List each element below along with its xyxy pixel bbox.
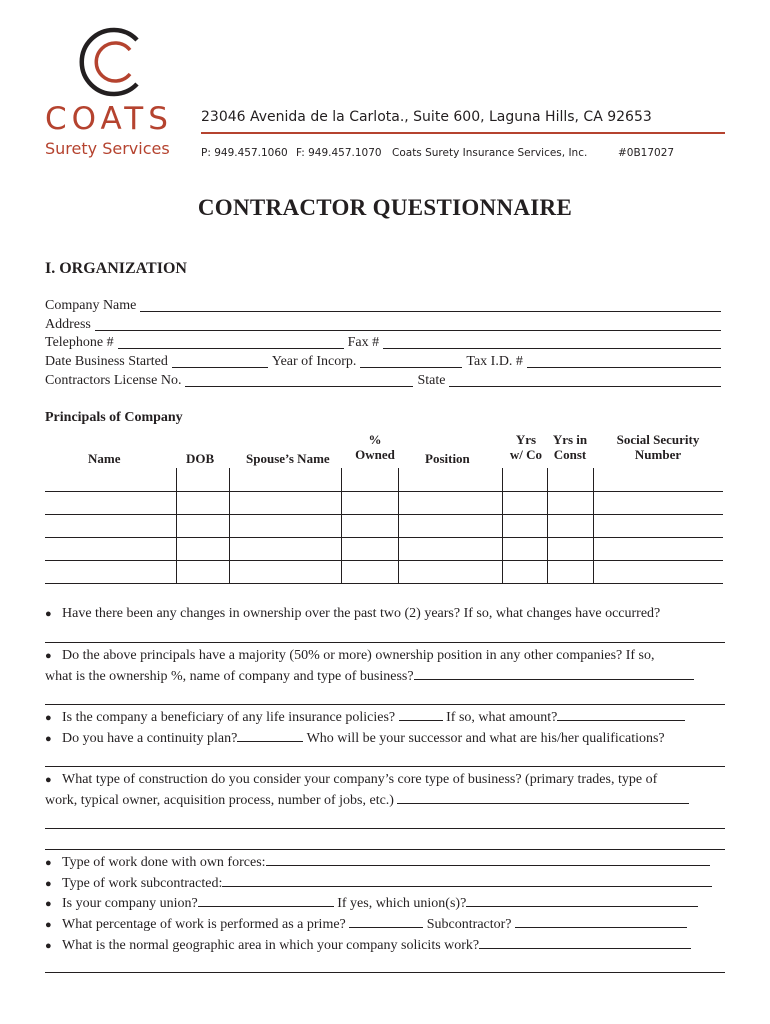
answer-field-own-forces[interactable] xyxy=(266,854,710,866)
table-row[interactable] xyxy=(45,515,723,537)
question-continuity-plan xyxy=(45,728,735,750)
company-address: 23046 Avenida de la Carlota., Suite 600, Laguna Hills, CA 92653 xyxy=(201,109,652,125)
coats-logo-mark xyxy=(72,24,148,105)
question-prime-percentage xyxy=(45,914,735,936)
bullet-icon: ● xyxy=(45,940,52,952)
question-text: What type of construction do you consider your company’s core type of business? (primary trades, type of xyxy=(62,772,658,787)
answer-line-ownership-changes[interactable] xyxy=(45,642,725,643)
license-label: Contractors License No. xyxy=(45,373,182,388)
answer-field-subcontractor[interactable] xyxy=(515,916,687,928)
question-text: Do you have a continuity plan? xyxy=(62,731,238,746)
state-field[interactable] xyxy=(449,375,721,387)
question-text: If yes, which union(s)? xyxy=(337,896,467,911)
fax-number: F: 949.457.1070 xyxy=(296,147,382,159)
col-header-spouse: Spouse’s Name xyxy=(246,451,330,466)
answer-field-geographic-area[interactable] xyxy=(479,937,691,949)
col-header-name: Name xyxy=(88,451,121,466)
question-text: What percentage of work is performed as a prime? xyxy=(62,917,346,932)
col-header-owned-bottom: Owned xyxy=(355,447,395,462)
answer-field-subcontracted[interactable] xyxy=(222,875,712,887)
header-divider xyxy=(201,132,725,134)
answer-field-life-insurance[interactable] xyxy=(399,709,443,721)
table-rule xyxy=(45,583,723,584)
col-header-yrs-co-top: Yrs xyxy=(515,432,537,447)
answer-field-union[interactable] xyxy=(198,895,334,907)
col-header-yrs-co xyxy=(506,432,546,462)
page-title: CONTRACTOR QUESTIONNAIRE xyxy=(197,195,573,220)
license-number: #0B17027 xyxy=(618,147,675,159)
col-header-dob: DOB xyxy=(186,451,215,466)
col-header-owned-top: % xyxy=(368,432,382,447)
question-text: What is the normal geographic area in which your company solicits work? xyxy=(62,938,480,953)
bullet-icon: ● xyxy=(45,878,52,890)
question-union xyxy=(45,893,735,915)
col-header-position: Position xyxy=(425,451,470,466)
telephone-label: Telephone # xyxy=(45,335,114,350)
answer-line-geographic-area[interactable] xyxy=(45,972,725,973)
bullet-icon: ● xyxy=(45,857,52,869)
question-text: If so, what amount? xyxy=(446,710,558,725)
phone-number: P: 949.457.1060 xyxy=(201,147,288,159)
table-row[interactable] xyxy=(45,561,723,583)
company-legal-name: Coats Surety Insurance Services, Inc. xyxy=(392,147,588,159)
question-text: what is the ownership %, name of company and type of business? xyxy=(45,669,414,684)
col-header-yrs-co-bottom: w/ Co xyxy=(509,447,543,462)
table-row[interactable] xyxy=(45,492,723,514)
answer-line-successor[interactable] xyxy=(45,766,725,767)
question-ownership-changes xyxy=(45,603,735,625)
col-header-ssn xyxy=(605,432,711,462)
question-text: Have there been any changes in ownership over the past two (2) years? If so, what changes have occurred? xyxy=(62,606,661,621)
question-core-business-cont xyxy=(45,790,735,811)
year-incorp-field[interactable] xyxy=(360,356,462,368)
year-incorp-label: Year of Incorp. xyxy=(271,354,357,369)
brand-subtitle: Surety Services xyxy=(45,139,170,158)
answer-field-other-companies[interactable] xyxy=(414,668,694,680)
address-label: Address xyxy=(45,317,91,332)
answer-field-core-business[interactable] xyxy=(397,792,689,804)
col-header-yrs-const xyxy=(549,432,591,462)
answer-field-which-union[interactable] xyxy=(466,895,698,907)
answer-line-core-business[interactable] xyxy=(45,849,725,850)
col-header-owned xyxy=(355,432,395,462)
date-started-field[interactable] xyxy=(172,356,268,368)
col-header-ssn-top: Social Security xyxy=(616,432,700,447)
telephone-field[interactable] xyxy=(118,337,344,349)
question-core-business xyxy=(45,769,735,791)
answer-line-other-companies[interactable] xyxy=(45,704,725,705)
company-name-label: Company Name xyxy=(45,298,137,313)
date-started-label: Date Business Started xyxy=(45,354,168,369)
bullet-icon: ● xyxy=(45,919,52,931)
question-text: Type of work done with own forces: xyxy=(62,855,266,870)
question-subcontracted xyxy=(45,873,735,895)
question-text: work, typical owner, acquisition process, number of jobs, etc.) xyxy=(45,793,394,808)
answer-field-prime[interactable] xyxy=(349,916,423,928)
answer-field-insurance-amount[interactable] xyxy=(557,709,685,721)
col-header-yrs-const-bottom: Const xyxy=(553,447,587,462)
company-name-row xyxy=(45,297,725,315)
table-row[interactable] xyxy=(45,538,723,560)
question-text: Do the above principals have a majority (50% or more) ownership position in any other companies? If so, xyxy=(62,648,655,663)
license-state-row xyxy=(45,372,725,390)
bullet-icon: ● xyxy=(45,774,52,786)
bullet-icon: ● xyxy=(45,712,52,724)
tax-id-field[interactable] xyxy=(527,356,721,368)
state-label: State xyxy=(417,373,446,388)
question-text: Who will be your successor and what are his/her qualifications? xyxy=(306,731,665,746)
telephone-fax-row xyxy=(45,334,725,352)
question-text: Is the company a beneficiary of any life insurance policies? xyxy=(62,710,396,725)
answer-field-continuity-plan[interactable] xyxy=(237,730,303,742)
question-text: Type of work subcontracted: xyxy=(62,876,223,891)
section-heading-organization: I. ORGANIZATION xyxy=(45,260,187,277)
question-life-insurance xyxy=(45,707,735,729)
col-header-yrs-const-top: Yrs in xyxy=(552,432,588,447)
bullet-icon: ● xyxy=(45,733,52,745)
question-text: Subcontractor? xyxy=(426,917,512,932)
tax-id-label: Tax I.D. # xyxy=(466,354,523,369)
question-geographic-area xyxy=(45,935,735,957)
company-name-field[interactable] xyxy=(140,300,721,312)
bullet-icon: ● xyxy=(45,650,52,662)
brand-name: COATS xyxy=(45,101,173,137)
fax-label: Fax # xyxy=(347,335,380,350)
answer-line-core-business[interactable] xyxy=(45,828,725,829)
question-text: Is your company union? xyxy=(62,896,198,911)
business-dates-row xyxy=(45,353,725,371)
bullet-icon: ● xyxy=(45,898,52,910)
principals-heading: Principals of Company xyxy=(45,410,183,425)
col-header-ssn-bottom: Number xyxy=(634,447,682,462)
address-field[interactable] xyxy=(95,319,721,331)
address-row xyxy=(45,316,725,334)
license-field[interactable] xyxy=(185,375,413,387)
question-own-forces xyxy=(45,852,735,874)
fax-field[interactable] xyxy=(383,337,721,349)
bullet-icon: ● xyxy=(45,608,52,620)
question-other-companies xyxy=(45,645,735,667)
question-other-companies-cont xyxy=(45,666,735,687)
